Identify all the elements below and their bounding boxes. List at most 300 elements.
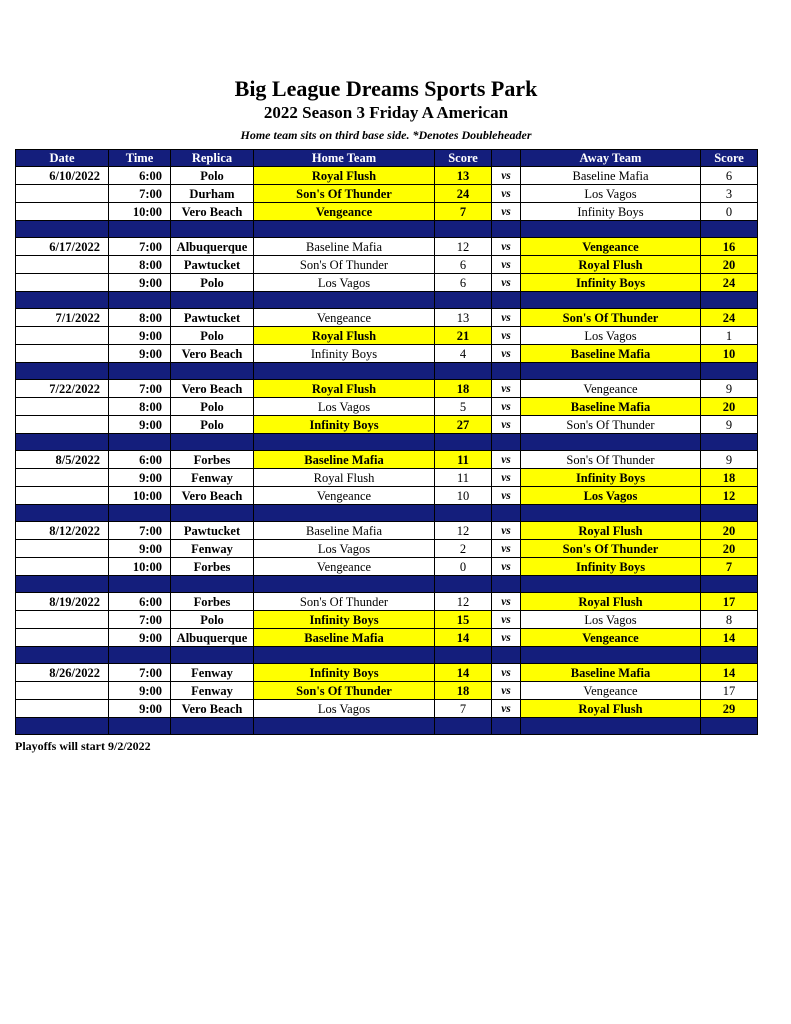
separator-cell xyxy=(521,505,701,522)
separator-cell xyxy=(171,718,254,735)
away-team: Royal Flush xyxy=(521,522,701,540)
separator-cell xyxy=(16,718,109,735)
table-row xyxy=(16,629,758,647)
table-row xyxy=(16,558,758,576)
game-replica: Albuquerque xyxy=(171,238,254,256)
game-replica: Fenway xyxy=(171,469,254,487)
home-score: 12 xyxy=(435,522,492,540)
home-team: Royal Flush xyxy=(254,380,435,398)
vs-label: vs xyxy=(492,327,521,345)
vs-label: vs xyxy=(492,611,521,629)
home-score: 14 xyxy=(435,629,492,647)
separator-cell xyxy=(109,221,171,238)
game-date: 7/22/2022 xyxy=(16,380,109,398)
game-date: 8/5/2022 xyxy=(16,451,109,469)
game-date xyxy=(16,274,109,292)
home-score: 21 xyxy=(435,327,492,345)
separator-cell xyxy=(435,292,492,309)
vs-label: vs xyxy=(492,487,521,505)
away-team: Baseline Mafia xyxy=(521,398,701,416)
home-team: Baseline Mafia xyxy=(254,451,435,469)
home-score: 14 xyxy=(435,664,492,682)
separator-cell xyxy=(109,292,171,309)
home-team: Vengeance xyxy=(254,487,435,505)
separator-cell xyxy=(701,292,758,309)
header-away-score: Score xyxy=(701,150,758,167)
separator-cell xyxy=(701,221,758,238)
game-replica: Vero Beach xyxy=(171,345,254,363)
game-time: 8:00 xyxy=(109,256,171,274)
home-team: Infinity Boys xyxy=(254,416,435,434)
table-row xyxy=(16,682,758,700)
game-time: 7:00 xyxy=(109,522,171,540)
away-score: 9 xyxy=(701,416,758,434)
separator-cell xyxy=(521,576,701,593)
separator-cell xyxy=(492,292,521,309)
week-separator xyxy=(16,505,758,522)
separator-cell xyxy=(171,434,254,451)
header-home-score: Score xyxy=(435,150,492,167)
game-time: 9:00 xyxy=(109,274,171,292)
game-date: 8/26/2022 xyxy=(16,664,109,682)
vs-label: vs xyxy=(492,185,521,203)
table-row xyxy=(16,398,758,416)
game-time: 9:00 xyxy=(109,345,171,363)
separator-cell xyxy=(435,718,492,735)
separator-cell xyxy=(492,505,521,522)
table-row xyxy=(16,540,758,558)
home-score: 18 xyxy=(435,682,492,700)
game-date xyxy=(16,398,109,416)
game-replica: Polo xyxy=(171,274,254,292)
separator-cell xyxy=(435,647,492,664)
home-score: 12 xyxy=(435,593,492,611)
home-team: Vengeance xyxy=(254,558,435,576)
away-team: Los Vagos xyxy=(521,611,701,629)
away-score: 18 xyxy=(701,469,758,487)
vs-label: vs xyxy=(492,309,521,327)
game-date xyxy=(16,540,109,558)
away-team: Vengeance xyxy=(521,238,701,256)
away-score: 17 xyxy=(701,593,758,611)
separator-cell xyxy=(701,647,758,664)
game-time: 6:00 xyxy=(109,167,171,185)
game-date: 6/17/2022 xyxy=(16,238,109,256)
page-subtitle: 2022 Season 3 Friday A American xyxy=(263,103,509,122)
game-date xyxy=(16,185,109,203)
home-team: Baseline Mafia xyxy=(254,522,435,540)
game-replica: Pawtucket xyxy=(171,256,254,274)
table-row xyxy=(16,238,758,256)
home-team: Los Vagos xyxy=(254,398,435,416)
separator-cell xyxy=(492,718,521,735)
home-team: Vengeance xyxy=(254,309,435,327)
game-replica: Pawtucket xyxy=(171,522,254,540)
table-row xyxy=(16,256,758,274)
game-replica: Vero Beach xyxy=(171,203,254,221)
away-team: Vengeance xyxy=(521,629,701,647)
game-time: 8:00 xyxy=(109,398,171,416)
away-team: Baseline Mafia xyxy=(521,167,701,185)
playoffs-note: Playoffs will start 9/2/2022 xyxy=(15,739,151,753)
separator-cell xyxy=(254,505,435,522)
home-team: Royal Flush xyxy=(254,167,435,185)
game-replica: Polo xyxy=(171,327,254,345)
separator-cell xyxy=(254,363,435,380)
separator-cell xyxy=(254,718,435,735)
away-score: 29 xyxy=(701,700,758,718)
game-replica: Polo xyxy=(171,416,254,434)
game-replica: Vero Beach xyxy=(171,487,254,505)
vs-label: vs xyxy=(492,256,521,274)
separator-cell xyxy=(254,434,435,451)
vs-label: vs xyxy=(492,558,521,576)
header-home-team: Home Team xyxy=(254,150,435,167)
vs-label: vs xyxy=(492,682,521,700)
separator-cell xyxy=(521,221,701,238)
separator-cell xyxy=(701,363,758,380)
game-time: 9:00 xyxy=(109,682,171,700)
game-time: 10:00 xyxy=(109,203,171,221)
away-score: 8 xyxy=(701,611,758,629)
table-row xyxy=(16,345,758,363)
vs-label: vs xyxy=(492,345,521,363)
game-date xyxy=(16,345,109,363)
separator-cell xyxy=(171,221,254,238)
game-time: 7:00 xyxy=(109,664,171,682)
home-score: 7 xyxy=(435,203,492,221)
vs-label: vs xyxy=(492,398,521,416)
home-team: Son's Of Thunder xyxy=(254,256,435,274)
separator-cell xyxy=(254,647,435,664)
away-team: Baseline Mafia xyxy=(521,664,701,682)
separator-cell xyxy=(521,647,701,664)
table-row xyxy=(16,380,758,398)
home-score: 15 xyxy=(435,611,492,629)
separator-cell xyxy=(435,576,492,593)
away-score: 16 xyxy=(701,238,758,256)
away-score: 20 xyxy=(701,540,758,558)
away-score: 17 xyxy=(701,682,758,700)
separator-cell xyxy=(171,576,254,593)
away-team: Los Vagos xyxy=(521,185,701,203)
game-replica: Forbes xyxy=(171,593,254,611)
away-score: 9 xyxy=(701,451,758,469)
game-date: 7/1/2022 xyxy=(16,309,109,327)
game-time: 10:00 xyxy=(109,487,171,505)
game-date xyxy=(16,629,109,647)
separator-cell xyxy=(16,647,109,664)
away-team: Infinity Boys xyxy=(521,469,701,487)
week-separator xyxy=(16,363,758,380)
separator-cell xyxy=(171,505,254,522)
home-team: Royal Flush xyxy=(254,469,435,487)
home-score: 10 xyxy=(435,487,492,505)
vs-label: vs xyxy=(492,203,521,221)
home-score: 0 xyxy=(435,558,492,576)
game-replica: Forbes xyxy=(171,451,254,469)
home-team: Infinity Boys xyxy=(254,611,435,629)
away-team: Son's Of Thunder xyxy=(521,451,701,469)
home-score: 2 xyxy=(435,540,492,558)
game-date xyxy=(16,611,109,629)
vs-label: vs xyxy=(492,380,521,398)
home-team: Son's Of Thunder xyxy=(254,593,435,611)
away-score: 24 xyxy=(701,309,758,327)
table-row xyxy=(16,487,758,505)
home-team: Baseline Mafia xyxy=(254,629,435,647)
separator-cell xyxy=(16,505,109,522)
separator-cell xyxy=(109,647,171,664)
home-team: Los Vagos xyxy=(254,274,435,292)
home-team: Son's Of Thunder xyxy=(254,185,435,203)
vs-label: vs xyxy=(492,167,521,185)
separator-cell xyxy=(16,576,109,593)
home-team: Son's Of Thunder xyxy=(254,682,435,700)
table-row xyxy=(16,611,758,629)
away-team: Royal Flush xyxy=(521,593,701,611)
game-date xyxy=(16,487,109,505)
away-team: Son's Of Thunder xyxy=(521,416,701,434)
home-score: 6 xyxy=(435,274,492,292)
away-team: Son's Of Thunder xyxy=(521,540,701,558)
separator-cell xyxy=(254,576,435,593)
separator-cell xyxy=(435,434,492,451)
separator-cell xyxy=(492,221,521,238)
away-score: 12 xyxy=(701,487,758,505)
separator-cell xyxy=(109,505,171,522)
week-separator xyxy=(16,718,758,735)
separator-cell xyxy=(254,292,435,309)
separator-cell xyxy=(109,576,171,593)
away-score: 20 xyxy=(701,522,758,540)
game-date: 8/19/2022 xyxy=(16,593,109,611)
home-score: 13 xyxy=(435,167,492,185)
away-score: 10 xyxy=(701,345,758,363)
table-row xyxy=(16,185,758,203)
game-replica: Durham xyxy=(171,185,254,203)
table-row xyxy=(16,664,758,682)
home-team: Baseline Mafia xyxy=(254,238,435,256)
header-row xyxy=(16,150,758,167)
home-score: 18 xyxy=(435,380,492,398)
game-time: 8:00 xyxy=(109,309,171,327)
game-time: 9:00 xyxy=(109,700,171,718)
away-score: 1 xyxy=(701,327,758,345)
header-vs xyxy=(492,150,521,167)
week-separator xyxy=(16,292,758,309)
table-row xyxy=(16,416,758,434)
separator-cell xyxy=(492,363,521,380)
game-date xyxy=(16,700,109,718)
home-team-note: Home team sits on third base side. *Denotes Doubleheader xyxy=(240,128,532,142)
week-separator xyxy=(16,221,758,238)
home-score: 6 xyxy=(435,256,492,274)
game-replica: Albuquerque xyxy=(171,629,254,647)
table-row xyxy=(16,203,758,221)
table-row xyxy=(16,327,758,345)
vs-label: vs xyxy=(492,522,521,540)
separator-cell xyxy=(254,221,435,238)
separator-cell xyxy=(109,363,171,380)
table-row xyxy=(16,274,758,292)
table-row xyxy=(16,700,758,718)
separator-cell xyxy=(435,363,492,380)
game-replica: Fenway xyxy=(171,682,254,700)
separator-cell xyxy=(16,434,109,451)
game-replica: Polo xyxy=(171,398,254,416)
home-score: 11 xyxy=(435,451,492,469)
game-time: 7:00 xyxy=(109,238,171,256)
home-score: 4 xyxy=(435,345,492,363)
game-time: 9:00 xyxy=(109,629,171,647)
home-score: 27 xyxy=(435,416,492,434)
game-date xyxy=(16,682,109,700)
game-replica: Polo xyxy=(171,611,254,629)
away-team: Vengeance xyxy=(521,380,701,398)
header-away-team: Away Team xyxy=(521,150,701,167)
game-replica: Vero Beach xyxy=(171,700,254,718)
game-time: 7:00 xyxy=(109,611,171,629)
game-replica: Vero Beach xyxy=(171,380,254,398)
game-time: 6:00 xyxy=(109,593,171,611)
game-date xyxy=(16,469,109,487)
home-team: Royal Flush xyxy=(254,327,435,345)
home-team: Los Vagos xyxy=(254,540,435,558)
game-time: 6:00 xyxy=(109,451,171,469)
separator-cell xyxy=(109,434,171,451)
away-score: 6 xyxy=(701,167,758,185)
schedule-table xyxy=(15,149,758,735)
away-score: 20 xyxy=(701,256,758,274)
away-score: 14 xyxy=(701,664,758,682)
game-date xyxy=(16,203,109,221)
separator-cell xyxy=(701,718,758,735)
separator-cell xyxy=(701,505,758,522)
game-time: 7:00 xyxy=(109,380,171,398)
table-row xyxy=(16,593,758,611)
game-date: 6/10/2022 xyxy=(16,167,109,185)
game-date xyxy=(16,416,109,434)
game-time: 9:00 xyxy=(109,416,171,434)
game-replica: Forbes xyxy=(171,558,254,576)
home-score: 12 xyxy=(435,238,492,256)
away-score: 9 xyxy=(701,380,758,398)
vs-label: vs xyxy=(492,469,521,487)
vs-label: vs xyxy=(492,416,521,434)
home-score: 13 xyxy=(435,309,492,327)
separator-cell xyxy=(701,576,758,593)
vs-label: vs xyxy=(492,274,521,292)
game-time: 9:00 xyxy=(109,469,171,487)
week-separator xyxy=(16,576,758,593)
separator-cell xyxy=(171,647,254,664)
away-score: 3 xyxy=(701,185,758,203)
game-replica: Fenway xyxy=(171,540,254,558)
separator-cell xyxy=(435,505,492,522)
away-score: 14 xyxy=(701,629,758,647)
separator-cell xyxy=(492,576,521,593)
home-score: 7 xyxy=(435,700,492,718)
away-score: 20 xyxy=(701,398,758,416)
table-row xyxy=(16,451,758,469)
separator-cell xyxy=(521,292,701,309)
separator-cell xyxy=(16,292,109,309)
home-score: 5 xyxy=(435,398,492,416)
vs-label: vs xyxy=(492,629,521,647)
game-date xyxy=(16,558,109,576)
game-replica: Pawtucket xyxy=(171,309,254,327)
separator-cell xyxy=(109,718,171,735)
vs-label: vs xyxy=(492,593,521,611)
game-time: 10:00 xyxy=(109,558,171,576)
week-separator xyxy=(16,434,758,451)
header-time: Time xyxy=(109,150,171,167)
table-row xyxy=(16,469,758,487)
home-team: Vengeance xyxy=(254,203,435,221)
game-time: 7:00 xyxy=(109,185,171,203)
vs-label: vs xyxy=(492,238,521,256)
away-team: Los Vagos xyxy=(521,327,701,345)
separator-cell xyxy=(171,363,254,380)
away-score: 7 xyxy=(701,558,758,576)
home-team: Infinity Boys xyxy=(254,664,435,682)
vs-label: vs xyxy=(492,451,521,469)
separator-cell xyxy=(492,434,521,451)
away-team: Infinity Boys xyxy=(521,274,701,292)
game-date: 8/12/2022 xyxy=(16,522,109,540)
header-replica: Replica xyxy=(171,150,254,167)
game-date xyxy=(16,327,109,345)
game-date xyxy=(16,256,109,274)
separator-cell xyxy=(16,363,109,380)
away-score: 0 xyxy=(701,203,758,221)
game-time: 9:00 xyxy=(109,327,171,345)
home-team: Infinity Boys xyxy=(254,345,435,363)
home-score: 11 xyxy=(435,469,492,487)
vs-label: vs xyxy=(492,540,521,558)
home-team: Los Vagos xyxy=(254,700,435,718)
page-title: Big League Dreams Sports Park xyxy=(234,76,538,101)
vs-label: vs xyxy=(492,664,521,682)
away-score: 24 xyxy=(701,274,758,292)
separator-cell xyxy=(435,221,492,238)
game-replica: Fenway xyxy=(171,664,254,682)
away-team: Infinity Boys xyxy=(521,203,701,221)
away-team: Vengeance xyxy=(521,682,701,700)
vs-label: vs xyxy=(492,700,521,718)
separator-cell xyxy=(171,292,254,309)
home-score: 24 xyxy=(435,185,492,203)
table-row xyxy=(16,309,758,327)
away-team: Royal Flush xyxy=(521,700,701,718)
game-time: 9:00 xyxy=(109,540,171,558)
separator-cell xyxy=(521,718,701,735)
away-team: Royal Flush xyxy=(521,256,701,274)
away-team: Son's Of Thunder xyxy=(521,309,701,327)
away-team: Baseline Mafia xyxy=(521,345,701,363)
table-row xyxy=(16,167,758,185)
header-date: Date xyxy=(16,150,109,167)
away-team: Infinity Boys xyxy=(521,558,701,576)
week-separator xyxy=(16,647,758,664)
game-replica: Polo xyxy=(171,167,254,185)
separator-cell xyxy=(16,221,109,238)
separator-cell xyxy=(492,647,521,664)
separator-cell xyxy=(701,434,758,451)
separator-cell xyxy=(521,434,701,451)
separator-cell xyxy=(521,363,701,380)
